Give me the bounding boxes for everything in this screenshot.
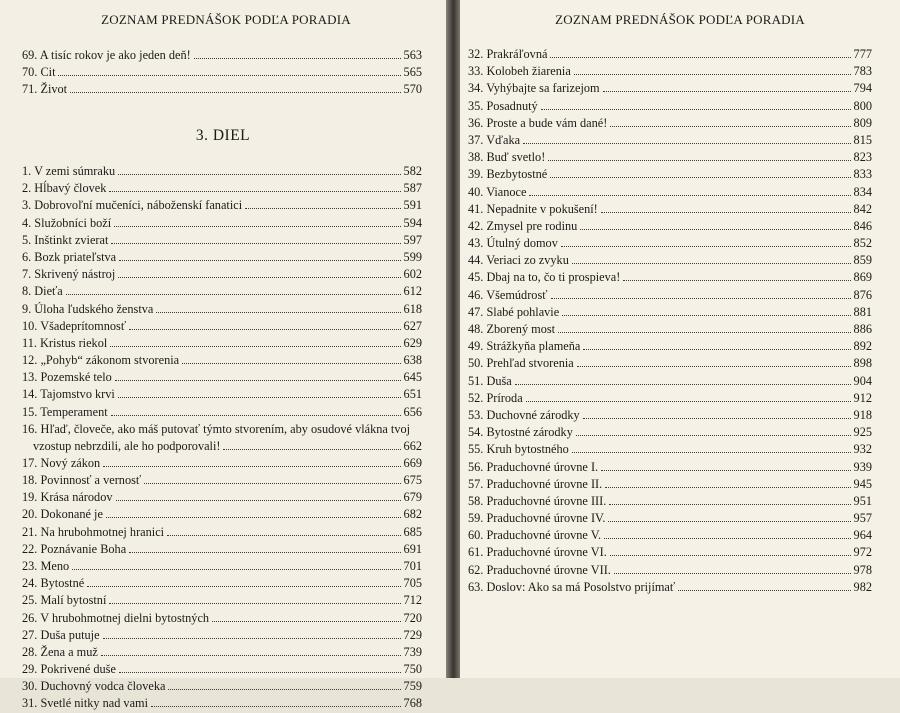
toc-entry-page: 651: [403, 387, 422, 402]
toc-entry-page: 685: [403, 524, 422, 539]
dot-leader: [87, 585, 400, 587]
dot-leader: [562, 314, 850, 316]
toc-entry-page: 800: [853, 98, 872, 113]
toc-entry-page: 886: [853, 322, 872, 336]
toc-entry-title: 22. Poznávanie Boha: [22, 541, 127, 556]
toc-entry-title: 58. Praduchovné úrovne III.: [468, 493, 607, 508]
toc-entry: [468, 459, 872, 476]
toc-entry: [468, 287, 872, 304]
dot-leader: [245, 207, 400, 209]
toc-entry-page: 768: [403, 696, 422, 711]
toc-entry-page: 964: [853, 528, 872, 543]
toc-entry-page: 587: [403, 181, 422, 196]
dot-leader: [576, 434, 851, 436]
dot-leader: [678, 589, 850, 591]
toc-entry: [22, 283, 422, 300]
toc-entry: [468, 493, 872, 510]
toc-entry: [22, 215, 422, 232]
toc-entry-title: 62. Praduchovné úrovne VII.: [468, 562, 611, 577]
toc-entry: [22, 678, 422, 695]
toc-list-continued: [22, 47, 422, 99]
toc-entry-page: 675: [403, 473, 422, 487]
dot-leader: [212, 620, 400, 622]
toc-entry-title: 24. Bytostné: [22, 576, 85, 591]
toc-entry-page: 904: [853, 373, 872, 388]
dot-leader: [609, 503, 850, 505]
dot-leader: [550, 176, 850, 178]
toc-entry: [22, 301, 422, 318]
toc-entry-page: 932: [853, 442, 872, 457]
dot-leader: [111, 414, 401, 416]
right-page: [460, 0, 900, 678]
dot-leader: [119, 671, 401, 673]
toc-entry-title: 69. A tisíc rokov je ako jeden deň!: [22, 48, 191, 62]
toc-entry-title: 53. Duchovné zárodky: [468, 407, 580, 422]
toc-entry-page: 712: [403, 593, 422, 608]
dot-leader: [541, 108, 851, 110]
toc-entry-page: 794: [853, 81, 872, 96]
toc-entry-page: 834: [853, 184, 872, 199]
toc-entry-page: 612: [403, 284, 422, 299]
toc-entry: [468, 407, 872, 424]
toc-entry-page: 945: [853, 476, 872, 491]
toc-entry-title: 49. Strážkyňa plameňa: [468, 339, 581, 354]
toc-entry-page: 978: [853, 562, 872, 577]
toc-entry: [468, 510, 872, 527]
toc-entry: [468, 218, 872, 235]
toc-entry: [468, 252, 872, 269]
dot-leader: [623, 279, 850, 281]
toc-entry-page: 869: [853, 270, 872, 285]
dot-leader: [529, 194, 850, 196]
dot-leader: [70, 91, 400, 93]
toc-entry-title: 48. Zborený most: [468, 322, 556, 336]
toc-entry: [22, 661, 422, 678]
toc-entry-title: 43. Útulný domov: [468, 236, 558, 251]
toc-entry-page: 645: [403, 370, 422, 385]
toc-entry-page: 618: [403, 301, 422, 316]
toc-entry-title: 34. Vyhýbajte sa farizejom: [468, 81, 600, 96]
toc-entry-title: 23. Meno: [22, 558, 70, 573]
toc-entry: [468, 98, 872, 115]
toc-entry-page: 750: [403, 662, 422, 677]
dot-leader: [608, 520, 850, 522]
toc-entry-page: 705: [403, 576, 422, 591]
toc-entry-page: 679: [403, 490, 422, 505]
toc-entry-title: 25. Malí bytostní: [22, 593, 107, 608]
toc-entry: [22, 180, 422, 197]
toc-entry: [468, 235, 872, 252]
toc-entry: [22, 695, 422, 712]
toc-entry-title: 26. V hrubohmotnej dielni bytostných: [22, 610, 210, 625]
toc-entry-page: 570: [403, 82, 422, 97]
toc-entry-page: 972: [853, 545, 872, 560]
toc-entry-title: 54. Bytostné zárodky: [468, 425, 573, 440]
toc-entry-title: 21. Na hrubohmotnej hranici: [22, 524, 165, 539]
toc-entry-title: 4. Služobníci boží: [22, 215, 112, 230]
toc-entry: [22, 472, 422, 489]
toc-entry: [22, 369, 422, 386]
toc-entry-title: 14. Tajomstvo krvi: [22, 387, 115, 402]
dot-leader: [110, 345, 400, 347]
toc-entry-title: 45. Dbaj na to, čo ti prospieva!: [468, 270, 621, 285]
toc-entry-title: 16. Hľaď, človeče, ako máš putovať týmto stvorením, aby osudové vlákna tvoj: [22, 421, 411, 436]
toc-entry: [468, 132, 872, 149]
toc-entry: [22, 386, 422, 403]
toc-entry-title: 52. Príroda: [468, 390, 523, 405]
toc-entry-title: 57. Praduchovné úrovne II.: [468, 476, 603, 491]
dot-leader: [116, 499, 401, 501]
book-gutter: [446, 0, 460, 678]
toc-entry-page: 939: [853, 459, 872, 474]
toc-entry-title: 32. Prakráľovná: [468, 47, 548, 61]
toc-entry: [468, 373, 872, 390]
dot-leader: [118, 276, 400, 278]
toc-entry-title: 61. Praduchovné úrovne VI.: [468, 545, 607, 560]
dot-leader: [129, 551, 400, 553]
dot-leader: [103, 465, 400, 467]
dot-leader: [614, 572, 851, 574]
toc-entry: [468, 579, 872, 596]
toc-entry: [22, 249, 422, 266]
toc-entry-page: 859: [853, 253, 872, 268]
toc-entry-page: 582: [403, 164, 422, 178]
toc-entry: [22, 455, 422, 472]
toc-entry-page: 720: [403, 610, 422, 625]
toc-entry: [22, 489, 422, 506]
toc-entry: [22, 575, 422, 592]
running-head: ZOZNAM PREDNÁŠOK PODĽA PORADIA: [555, 12, 805, 27]
toc-entry: [22, 404, 422, 421]
toc-entry-page: 656: [403, 404, 422, 419]
toc-entry: [468, 476, 872, 493]
toc-entry-title: 12. „Pohyb“ zákonom stvorenia: [22, 353, 180, 368]
toc-entry: [468, 441, 872, 458]
toc-entry-title: 2. Hĺbavý človek: [22, 181, 107, 196]
dot-leader: [103, 637, 401, 639]
toc-entry-page: 783: [853, 64, 872, 79]
part-heading: 3. DIEL: [195, 127, 251, 144]
toc-entry-page: 912: [853, 390, 872, 405]
toc-entry: [468, 424, 872, 441]
running-head: ZOZNAM PREDNÁŠOK PODĽA PORADIA: [101, 12, 351, 27]
dot-leader: [610, 554, 851, 556]
toc-entry-title: 60. Praduchovné úrovne V.: [468, 528, 602, 543]
toc-entry-title: 38. Buď svetlo!: [468, 150, 546, 165]
toc-entry-title: 19. Krása národov: [22, 490, 113, 505]
toc-entry-page: 833: [853, 167, 872, 182]
dot-leader: [580, 228, 850, 230]
toc-entry: [468, 115, 872, 132]
toc-entry: [468, 562, 872, 579]
toc-entry-title: 11. Kristus riekol: [22, 335, 108, 350]
toc-entry-title: 63. Doslov: Ako sa má Posolstvo prijímať: [468, 579, 676, 594]
toc-entry-title: 39. Bezbytostné: [468, 167, 548, 182]
toc-entry: [22, 47, 422, 64]
toc-entry-page: 842: [853, 201, 872, 216]
toc-entry-title: 1. V zemi súmraku: [22, 164, 116, 178]
toc-entry-title: 55. Kruh bytostného: [468, 442, 569, 457]
dot-leader: [572, 451, 851, 453]
toc-entry: [22, 541, 422, 558]
dot-leader: [604, 537, 850, 539]
dot-leader: [550, 56, 850, 58]
toc-list-part-3-continued: [468, 46, 872, 596]
dot-leader: [109, 602, 400, 604]
toc-entry-page: 591: [403, 198, 422, 213]
toc-entry-title: 28. Žena a muž: [22, 644, 98, 659]
toc-entry-page: 898: [853, 356, 872, 371]
dot-leader: [583, 417, 851, 419]
toc-entry: [468, 184, 872, 201]
toc-entry: [22, 81, 422, 98]
toc-entry-title: 40. Vianoce: [468, 184, 527, 199]
toc-entry-title: 3. Dobrovoľní mučeníci, náboženskí fanatici: [22, 198, 243, 213]
dot-leader: [58, 74, 400, 76]
toc-entry-title: 6. Bozk priateľstva: [22, 249, 117, 264]
dot-leader: [119, 259, 400, 261]
toc-entry: [468, 321, 872, 338]
toc-entry-page: 852: [853, 236, 872, 251]
toc-entry: [22, 592, 422, 609]
toc-entry: [22, 610, 422, 627]
toc-entry-title: 70. Cit: [22, 65, 56, 80]
dot-leader: [583, 348, 850, 350]
toc-entry-title: 17. Nový zákon: [22, 455, 101, 470]
dot-leader: [118, 396, 401, 398]
dot-leader: [151, 705, 401, 707]
toc-entry-title: 31. Svetlé nitky nad vami: [22, 696, 149, 711]
toc-entry-title: 36. Proste a bude vám dané!: [468, 115, 608, 130]
toc-entry: [468, 338, 872, 355]
dot-leader: [551, 297, 851, 299]
dot-leader: [111, 242, 400, 244]
dot-leader: [106, 516, 401, 518]
toc-entry-page: 563: [403, 48, 422, 62]
toc-entry-page: 876: [853, 287, 872, 302]
toc-entry-title: 37. Vďaka: [468, 132, 521, 147]
toc-entry-title: 50. Prehľad stvorenia: [468, 356, 574, 371]
toc-entry-title: 59. Praduchovné úrovne IV.: [468, 511, 606, 526]
dot-leader: [156, 311, 400, 313]
toc-entry: [22, 627, 422, 644]
toc-entry: [22, 421, 422, 455]
dot-leader: [526, 400, 851, 402]
toc-entry-page: 759: [403, 679, 422, 694]
dot-leader: [548, 159, 850, 161]
toc-entry-page: 777: [853, 47, 872, 61]
toc-entry-title: 27. Duša putuje: [22, 627, 100, 642]
toc-entry-title: 9. Úloha ľudského ženstva: [22, 301, 154, 316]
toc-entry-title: 42. Zmysel pre rodinu: [468, 218, 578, 233]
toc-entry: [22, 335, 422, 352]
toc-entry-title: 15. Temperament: [22, 404, 108, 419]
toc-entry-page: 594: [403, 215, 422, 230]
dot-leader: [168, 688, 400, 690]
dot-leader: [601, 469, 850, 471]
toc-entry: [22, 163, 422, 180]
toc-entry-page: 599: [403, 249, 422, 264]
toc-entry-line2: [22, 438, 422, 455]
toc-entry-title: 51. Duša: [468, 373, 512, 388]
dot-leader: [66, 293, 401, 295]
toc-entry-page: 682: [403, 507, 422, 522]
toc-entry-title: 10. Všadeprítomnosť: [22, 318, 127, 333]
toc-list-part-3: [22, 163, 422, 713]
dot-leader: [167, 534, 400, 536]
toc-entry: [468, 201, 872, 218]
toc-entry: [22, 644, 422, 661]
toc-entry-page: 846: [853, 218, 872, 233]
toc-entry-page: 925: [853, 425, 872, 440]
toc-entry-page: 638: [403, 353, 422, 368]
dot-leader: [601, 211, 851, 213]
toc-entry-page: 629: [403, 335, 422, 350]
toc-entry-page: 729: [403, 627, 422, 642]
toc-entry: [22, 232, 422, 249]
toc-entry-page: 597: [403, 232, 422, 247]
toc-entry: [468, 166, 872, 183]
dot-leader: [129, 328, 400, 330]
toc-entry-title: 33. Kolobeh žiarenia: [468, 64, 571, 79]
toc-entry-title: 47. Slabé pohlavie: [468, 304, 560, 319]
dot-leader: [109, 190, 400, 192]
toc-entry: [22, 266, 422, 283]
dot-leader: [523, 142, 850, 144]
toc-entry-page: 809: [853, 115, 872, 130]
toc-entry-page: 627: [403, 318, 422, 333]
toc-entry-page: 823: [853, 150, 872, 165]
toc-entry: [22, 318, 422, 335]
toc-entry: [22, 524, 422, 541]
dot-leader: [561, 245, 851, 247]
toc-entry-title: 8. Dieťa: [22, 284, 63, 299]
dot-leader: [115, 379, 401, 381]
toc-entry-page: 892: [853, 339, 872, 354]
dot-leader: [558, 331, 850, 333]
dot-leader: [603, 90, 851, 92]
toc-entry-page: 815: [853, 132, 872, 147]
dot-leader: [610, 125, 850, 127]
toc-entry: [468, 80, 872, 97]
toc-entry: [468, 527, 872, 544]
toc-entry-title-continued: vzostup nebrzdili, ale ho podporovali!: [33, 438, 221, 453]
toc-entry-page: 701: [403, 558, 422, 573]
toc-entry: [468, 269, 872, 286]
toc-entry-title: 5. Inštinkt zvierat: [22, 232, 109, 247]
toc-entry-title: 7. Skrivený nástroj: [22, 267, 116, 282]
dot-leader: [114, 225, 400, 227]
dot-leader: [144, 482, 400, 484]
dot-leader: [515, 383, 851, 385]
toc-entry-page: 602: [403, 267, 422, 282]
dot-leader: [223, 448, 400, 450]
toc-entry: [468, 544, 872, 561]
toc-entry-title: 44. Veriaci zo zvyku: [468, 253, 569, 268]
toc-entry: [468, 63, 872, 80]
toc-entry: [22, 506, 422, 523]
toc-entry-title: 29. Pokrivené duše: [22, 662, 116, 677]
toc-entry: [468, 355, 872, 372]
dot-leader: [605, 486, 850, 488]
toc-entry-title: 56. Praduchovné úrovne I.: [468, 459, 599, 474]
toc-entry-page: 739: [403, 644, 422, 659]
toc-entry-page: 662: [403, 438, 422, 453]
toc-entry-page: 951: [853, 493, 872, 508]
dot-leader: [194, 57, 401, 59]
dot-leader: [101, 654, 401, 656]
toc-entry-title: 30. Duchovný vodca človeka: [22, 679, 166, 694]
toc-entry: [468, 149, 872, 166]
toc-entry-page: 982: [853, 579, 872, 594]
toc-entry: [22, 197, 422, 214]
toc-entry-title: 35. Posadnutý: [468, 98, 538, 113]
toc-entry-page: 957: [853, 511, 872, 526]
dot-leader: [118, 173, 400, 175]
toc-entry: [22, 64, 422, 81]
toc-entry-title: 41. Nepadnite v pokušení!: [468, 201, 598, 216]
toc-entry-page: 669: [403, 455, 422, 470]
toc-entry: [22, 352, 422, 369]
toc-entry: [468, 304, 872, 321]
toc-entry-title: 20. Dokonané je: [22, 507, 103, 522]
dot-leader: [574, 73, 851, 75]
toc-entry: [22, 558, 422, 575]
toc-entry-title: 18. Povinnosť a vernosť: [22, 473, 142, 487]
toc-entry: [468, 390, 872, 407]
left-page: [0, 0, 446, 711]
dot-leader: [182, 362, 400, 364]
toc-entry-page: 881: [853, 304, 872, 319]
toc-entry-page: 918: [853, 407, 872, 422]
dot-leader: [572, 262, 851, 264]
dot-leader: [72, 568, 400, 570]
toc-entry-title: 46. Všemúdrosť: [468, 287, 548, 302]
toc-entry-title: 13. Pozemské telo: [22, 370, 112, 385]
toc-entry-page: 565: [403, 65, 422, 80]
toc-entry-page: 691: [403, 541, 422, 556]
toc-entry-title: 71. Život: [22, 82, 68, 97]
toc-entry: [468, 46, 872, 63]
dot-leader: [577, 365, 851, 367]
